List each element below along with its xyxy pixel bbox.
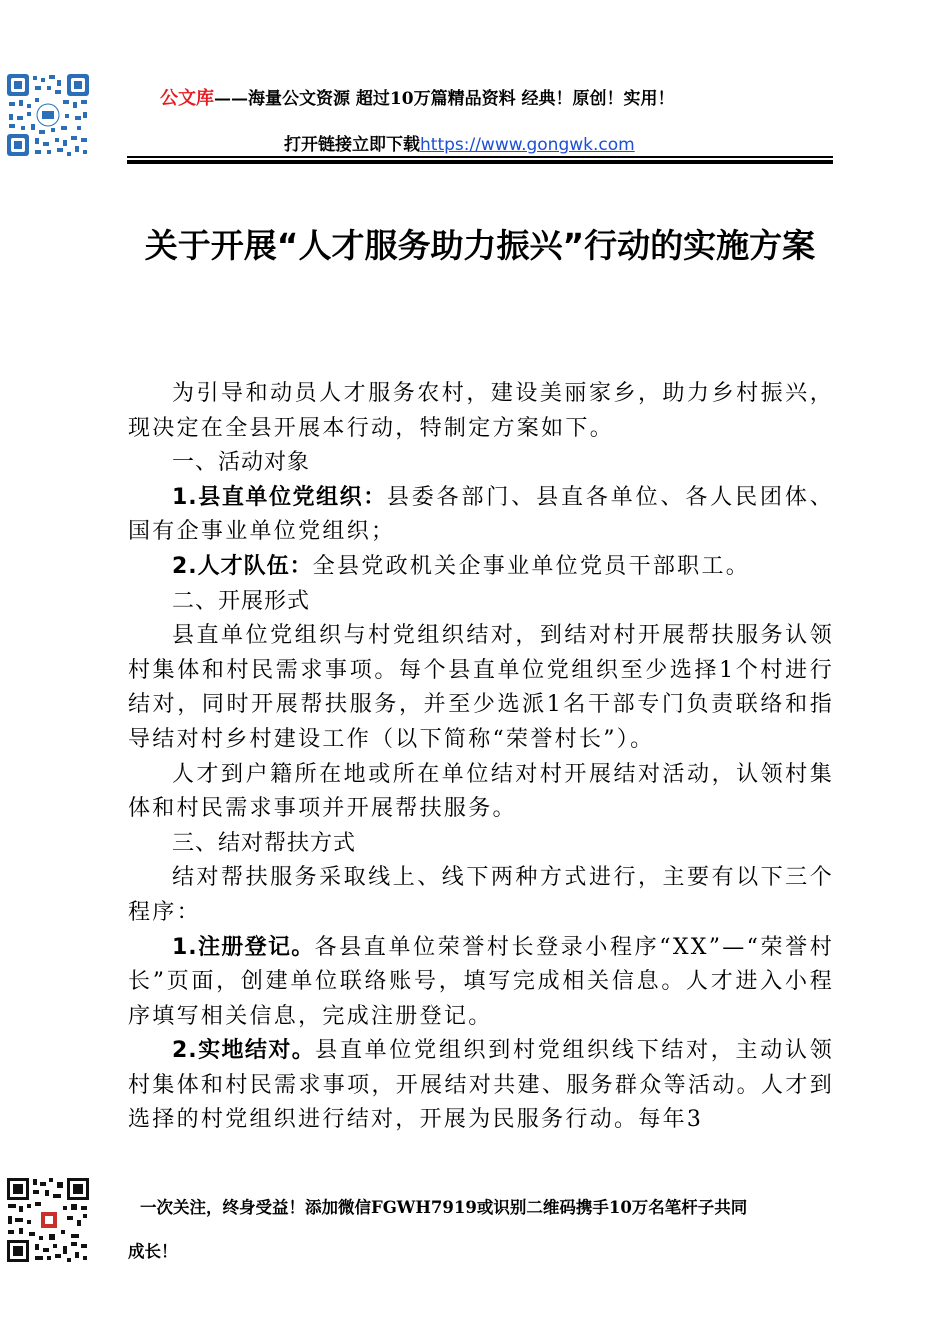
intro-paragraph: 为引导和动员人才服务农村，建设美丽家乡，助力乡村振兴，现决定在全县开展本行动，特制定方案如下。 bbox=[128, 381, 834, 441]
list-item bbox=[128, 550, 834, 585]
download-link[interactable]: https://www.gongwk.com bbox=[420, 135, 635, 155]
item-label: 2.人才队伍： bbox=[172, 553, 313, 579]
list-item bbox=[128, 481, 834, 550]
document-title: 关于开展“人才服务助力振兴”行动的实施方案 bbox=[144, 226, 816, 265]
header-download bbox=[284, 130, 635, 155]
step-label: 2.实地结对。 bbox=[172, 1038, 316, 1064]
list-item bbox=[128, 931, 834, 1035]
brand-name: 公文库 bbox=[160, 88, 214, 109]
document-body bbox=[128, 377, 834, 1138]
item-label: 1.县直单位党组织： bbox=[172, 484, 387, 510]
section-heading-2: 二、开展形式 bbox=[172, 588, 311, 614]
download-prefix: 打开链接立即下载 bbox=[284, 135, 420, 155]
step-text: 各县直单位荣誉村长登录小程序“XX”—“荣誉村长”页面，创建单位联络账号，填写完成相关信息。人才进入小程序填写相关信息，完成注册登记。 bbox=[128, 934, 834, 1029]
paragraph: 人才到户籍所在地或所在单位结对村开展结对活动，认领村集体和村民需求事项并开展帮扶服务。 bbox=[128, 761, 834, 822]
header-banner bbox=[160, 84, 780, 110]
item-text: 县委各部门、县直各单位、各人民团体、国有企事业单位党组织； bbox=[128, 484, 835, 545]
header-tagline: ——海量公文资源 超过10万篇精品资料 经典！原创！实用！ bbox=[214, 89, 675, 109]
section-heading-3: 三、结对帮扶方式 bbox=[172, 830, 357, 856]
section-heading-1: 一、活动对象 bbox=[172, 450, 311, 476]
qr-code-top bbox=[5, 72, 91, 158]
step-text: 县直单位党组织到村党组织线下结对，主动认领村集体和村民需求事项，开展结对共建、服务群众等活动。人才到选择的村党组织进行结对，开展为民服务行动。每年3 bbox=[128, 1038, 834, 1133]
paragraph: 县直单位党组织与村党组织结对，到结对村开展帮扶服务认领村集体和村民需求事项。每个县直单位党组织至少选择1个村进行结对，同时开展帮扶服务，并至少选派1名干部专门负责联络和指导结对村乡村建设工作（以下简称“荣誉村长”）。 bbox=[128, 623, 834, 752]
header-divider-thick bbox=[127, 160, 833, 164]
paragraph: 结对帮扶服务采取线上、线下两种方式进行，主要有以下三个程序： bbox=[128, 865, 834, 925]
step-label: 1.注册登记。 bbox=[172, 934, 315, 960]
header-divider-thin bbox=[127, 156, 833, 158]
footer-promo-line-2: 成长！ bbox=[128, 1242, 178, 1261]
item-text: 全县党政机关企事业单位党员干部职工。 bbox=[312, 553, 751, 579]
qr-code-bottom bbox=[5, 1176, 91, 1264]
footer-promo-line-1: 一次关注，终身受益！添加微信FGWH7919或识别二维码携手10万名笔杆子共同 bbox=[140, 1198, 748, 1217]
list-item bbox=[128, 1034, 834, 1138]
